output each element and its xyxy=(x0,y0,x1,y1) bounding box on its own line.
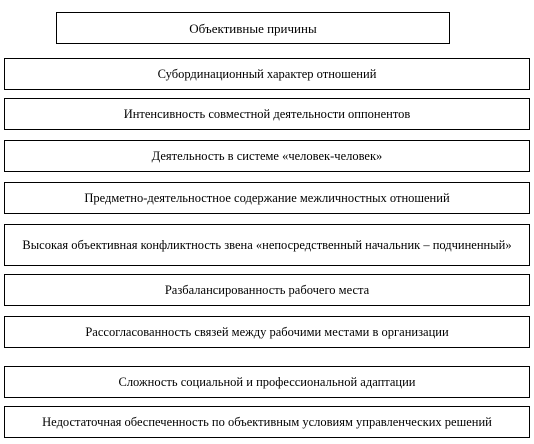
cause-label: Деятельность в системе «человек-человек» xyxy=(151,148,383,163)
cause-box-person-person-system xyxy=(4,140,530,172)
cause-label: Предметно-деятельностное содержание межличностных отношений xyxy=(84,190,450,205)
cause-box-joint-activity-intensity xyxy=(4,98,530,130)
cause-box-interpersonal-content xyxy=(4,182,530,214)
cause-label: Высокая объективная конфликтность звена «непосредственный начальник – подчиненный» xyxy=(22,237,512,252)
diagram-header-box xyxy=(56,12,450,44)
cause-label: Сложность социальной и профессиональной адаптации xyxy=(118,374,416,389)
cause-box-adaptation-complexity xyxy=(4,366,530,398)
cause-box-workplace-links-mismatch xyxy=(4,316,530,348)
diagram-header-label: Объективные причины xyxy=(189,20,317,36)
cause-box-manager-subordinate-conflict xyxy=(4,224,530,266)
cause-label: Рассогласованность связей между рабочими местами в организации xyxy=(85,324,449,339)
cause-label: Субординационный характер отношений xyxy=(157,66,377,81)
cause-box-workplace-imbalance xyxy=(4,274,530,306)
cause-label: Разбалансированность рабочего места xyxy=(164,282,370,297)
cause-box-subordination xyxy=(4,58,530,90)
cause-label: Интенсивность совместной деятельности оппонентов xyxy=(123,106,411,121)
cause-box-insufficient-decision-support xyxy=(4,406,530,438)
cause-label: Недостаточная обеспеченность по объективным условиям управленческих решений xyxy=(42,414,492,429)
